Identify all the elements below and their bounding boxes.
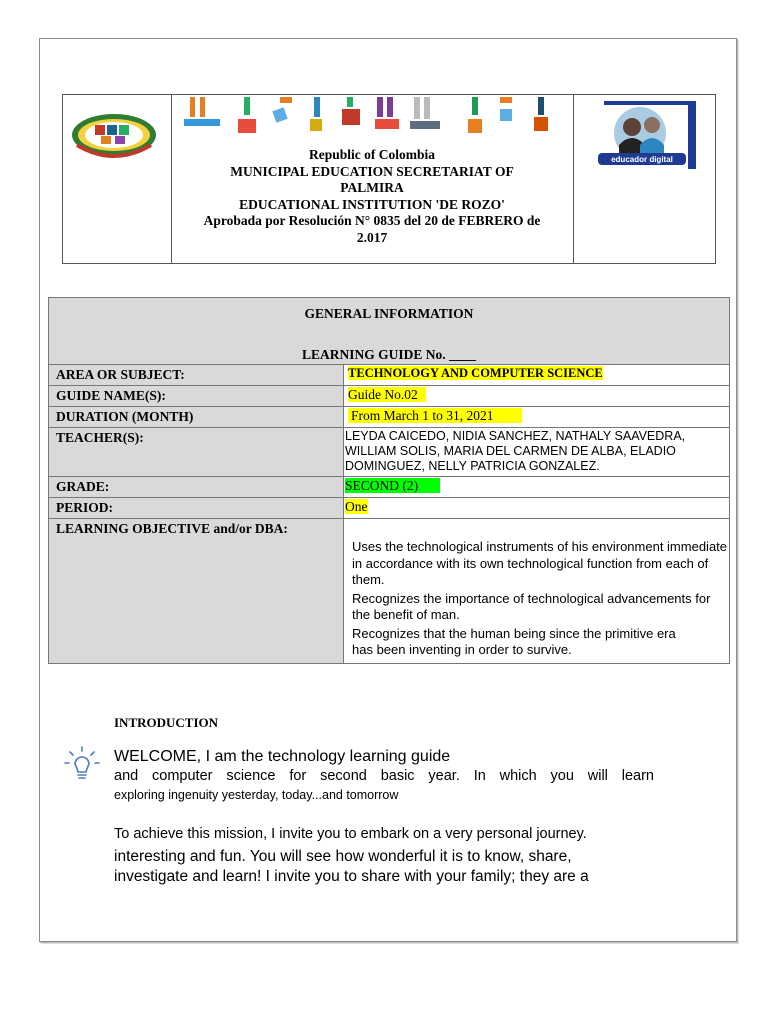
- area-value: TECHNOLOGY AND COMPUTER SCIENCE: [348, 366, 603, 380]
- row-label: TEACHER(S):: [49, 428, 344, 476]
- row-label: GRADE:: [49, 477, 344, 497]
- teachers-value: LEYDA CAICEDO, NIDIA SANCHEZ, NATHALY SAAVEDRA, WILLIAM SOLIS, MARIA DEL CARMEN DE ALBA, ELADIO DOMINGUEZ, NELLY PATRICIA GONZALEZ.: [345, 429, 686, 473]
- period-value: One: [345, 499, 368, 514]
- educador-digital-logo: [592, 97, 702, 175]
- table-row-objectives: [49, 519, 729, 663]
- duration-value: From March 1 to 31, 2021: [348, 408, 522, 423]
- welcome-line: WELCOME, I am the technology learning guide: [114, 748, 451, 765]
- table-row-guide-name: [49, 386, 729, 407]
- general-info-title: GENERAL INFORMATION: [304, 306, 474, 321]
- intro-paragraph-line-2: interesting and fun. You will see how wonderful it is to know, share,: [114, 848, 572, 865]
- row-label: DURATION (MONTH): [49, 407, 344, 427]
- intro-paragraph-line-1: To achieve this mission, I invite you to embark on a very personal journey.: [114, 826, 587, 842]
- table-row-area: [49, 365, 729, 386]
- school-crest-cell: [63, 95, 172, 263]
- introduction-heading: INTRODUCTION: [114, 715, 219, 730]
- table-row-grade: [49, 477, 729, 498]
- educador-digital-text: educador digital: [611, 155, 673, 164]
- intro-paragraph-line-3: investigate and learn! I invite you to share with your family; they are a: [114, 868, 589, 885]
- guide-name-value: Guide No.02: [348, 387, 426, 402]
- lightbulb-icon: [62, 744, 102, 790]
- table-row-duration: [49, 407, 729, 428]
- educador-digital-cell: [573, 95, 716, 263]
- header-line-2: MUNICIPAL EDUCATION SECRETARIAT OF: [230, 163, 514, 179]
- school-crest-logo: [69, 105, 159, 165]
- row-label: AREA OR SUBJECT:: [49, 365, 344, 385]
- table-row-teachers: [49, 428, 729, 477]
- children-with-devices-banner: [182, 97, 562, 137]
- objective-1: Uses the technological instruments of his environment immediate in accordance with its own technological function from each of them.: [352, 539, 728, 587]
- header-table: [62, 94, 716, 264]
- learning-guide-number: LEARNING GUIDE No. ____: [301, 347, 477, 362]
- header-line-5: Aprobada por Resolución N° 0835 del 20 de FEBRERO de: [203, 213, 541, 228]
- table-row-period: [49, 498, 729, 519]
- intro-line-3: exploring ingenuity yesterday, today...and tomorrow: [114, 788, 399, 802]
- objective-2: Recognizes the importance of technological advancements for the benefit of man.: [352, 590, 711, 622]
- row-label: LEARNING OBJECTIVE and/or DBA:: [49, 519, 344, 663]
- header-line-6: 2.017: [356, 229, 388, 245]
- header-line-1: Republic of Colombia: [308, 147, 435, 162]
- row-label: PERIOD:: [49, 498, 344, 518]
- general-info-header: [49, 298, 729, 365]
- general-information-table: [48, 297, 730, 664]
- row-label: GUIDE NAME(S):: [49, 386, 344, 406]
- grade-value: SECOND (2): [345, 478, 440, 493]
- intro-line-2: and computer science for second basic year. In which you will learn: [114, 768, 654, 784]
- header-line-3: PALMIRA: [340, 180, 404, 195]
- objective-3: Recognizes that the human being since the primitive era has been inventing in order to survive.: [352, 625, 676, 657]
- header-line-4: EDUCATIONAL INSTITUTION 'DE ROZO': [239, 196, 505, 212]
- header-title-cell: [172, 95, 572, 263]
